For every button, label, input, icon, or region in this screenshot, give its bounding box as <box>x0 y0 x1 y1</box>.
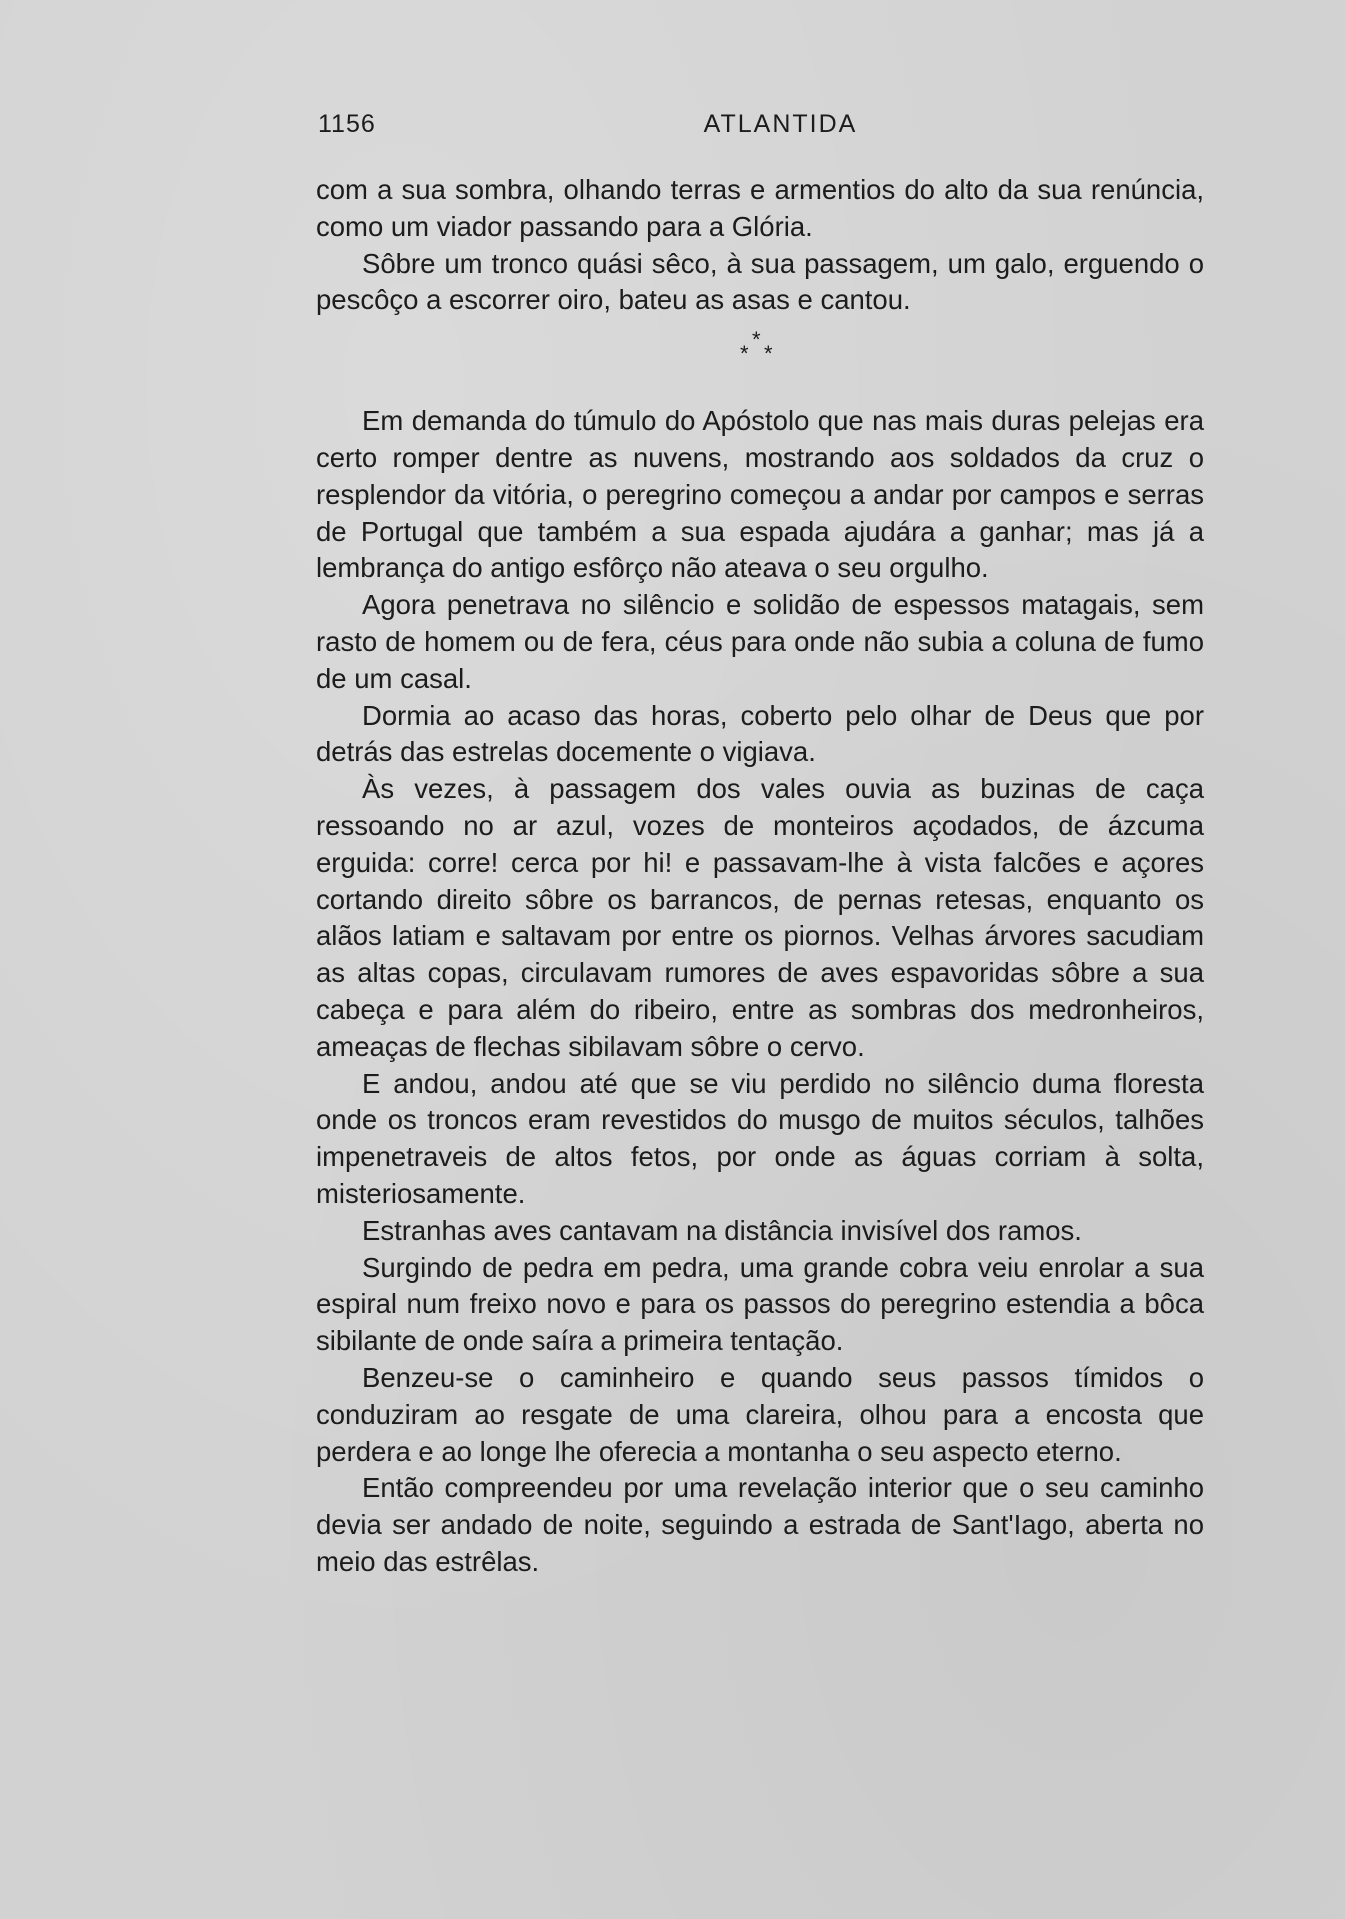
paragraph: Às vezes, à passagem dos vales ouvia as buzinas de caça ressoando no ar azul, vozes de monteiros açodados, de ázcuma erguida: corre! cerca por hi! e passavam-lhe à vista falcões e açores cortando direito sôbre os barrancos, de pernas retesas, enquanto os alãos latiam e saltavam por entre os piornos. Velhas árvores sacudiam as altas copas, circulavam rumores de aves espavoridas sôbre a sua cabeça e para além do ribeiro, entre as sombras dos medronheiros, ameaças de flechas sibilavam sôbre o cervo. <box>316 773 1204 1062</box>
paragraph: com a sua sombra, olhando terras e armentios do alto da sua renúncia, como um viador passando para a Glória. <box>316 174 1204 242</box>
paragraph: Em demanda do túmulo do Apóstolo que nas mais duras pelejas era certo romper dentre as nuvens, mostrando aos soldados da cruz o resplendor da vitória, o peregrino começou a andar por campos e serras de Portugal que também a sua espada ajudára a ganhar; mas já a lembrança do antigo esfôrço não ateava o seu orgulho. <box>316 405 1204 584</box>
asterism-star: * <box>752 327 761 353</box>
paragraph: Agora penetrava no silêncio e solidão de espessos matagais, sem rasto de homem ou de fera, céus para onde não subia a coluna de fumo de um casal. <box>316 589 1204 694</box>
asterism-star: * <box>740 341 749 367</box>
paragraph: Então compreendeu por uma revelação interior que o seu caminho devia ser andado de noite, seguindo a estrada de Sant'Iago, aberta no meio das estrêlas. <box>316 1472 1204 1577</box>
running-title: ATLANTIDA <box>703 110 858 138</box>
paragraph: Dormia ao acaso das horas, coberto pelo olhar de Deus que por detrás das estrelas docemente o vigiava. <box>316 699 1204 768</box>
paragraph: Sôbre um tronco quási sêco, à sua passagem, um galo, erguendo o pescôço a escorrer oiro, bateu as asas e cantou. <box>316 247 1204 316</box>
paragraph: Estranhas aves cantavam na distância invisível dos ramos. <box>362 1214 1082 1246</box>
page-number: 1156 <box>318 110 376 138</box>
paragraph: Benzeu-se o caminheiro e quando seus passos tímidos o conduziram ao resgate de uma clareira, olhou para a encosta que perdera e ao longe lhe oferecia a montanha o seu aspecto eterno. <box>316 1361 1204 1467</box>
body-text <box>316 172 1204 1581</box>
section-break-asterism <box>316 319 1204 403</box>
page-header <box>318 110 1203 142</box>
asterism-star: * <box>764 341 773 367</box>
paragraph: Surgindo de pedra em pedra, uma grande cobra veiu enrolar a sua espiral num freixo novo e para os passos do peregrino estendia a bôca sibilante de onde saíra a primeira tentação. <box>316 1251 1204 1357</box>
paragraph: E andou, andou até que se viu perdido no silêncio duma floresta onde os troncos eram revestidos do musgo de muitos séculos, talhões impenetraveis de altos fetos, por onde as águas corriam à solta, misteriosamente. <box>316 1067 1204 1209</box>
